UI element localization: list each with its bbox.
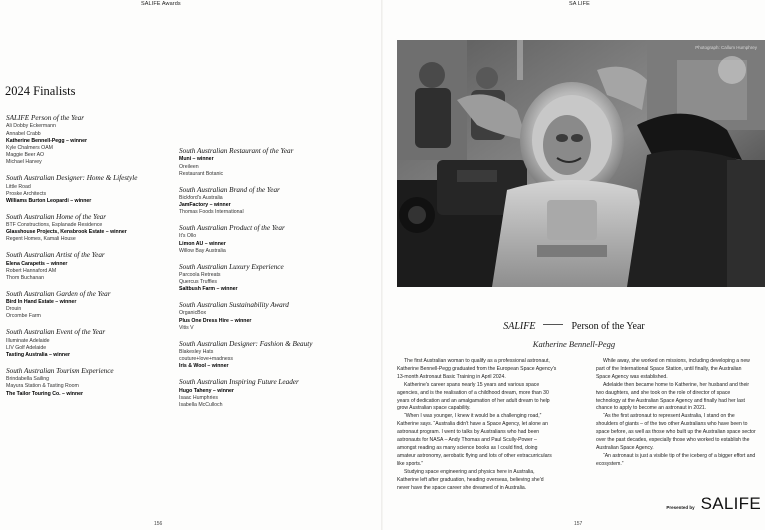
category-title: South Australian Tourism Experience xyxy=(6,366,114,375)
finalist-entry: LIV Golf Adelaide xyxy=(6,344,47,351)
finalist-entry: Willow Bay Australia xyxy=(179,247,226,254)
finalist-category xyxy=(179,186,349,217)
finalist-category xyxy=(179,301,349,332)
finalist-entry: Drouin xyxy=(6,306,22,313)
feature-title: Person of the Year xyxy=(571,321,645,332)
finalist-entry: Parcoola Retreats xyxy=(179,271,221,278)
finalist-entry: Mayura Station & Tasting Room xyxy=(6,383,79,390)
photo-credit: Photograph: Callum Humphrey xyxy=(695,45,757,50)
category-title: South Australian Product of the Year xyxy=(179,224,285,233)
finalist-entry: Isaac Humphries xyxy=(179,394,218,401)
winner-entry: Muni – winner xyxy=(179,156,214,163)
finalist-entry: Bickford's Australia xyxy=(179,194,223,201)
winner-entry: Limon AU – winner xyxy=(179,240,226,247)
feature-label: SALIFE xyxy=(503,321,536,332)
category-title: South Australian Home of the Year xyxy=(6,212,107,221)
finalists-column-a xyxy=(6,114,176,405)
presented-by xyxy=(666,494,761,514)
finalist-entry: Vitis V xyxy=(179,324,194,331)
finalist-category xyxy=(179,340,349,371)
finalist-entry: Kyle Chalmers OAM xyxy=(6,145,53,152)
article-paragraph: While away, she worked on missions, including developing a new part of the International Space Station, until finally, the Australian Space Agency was established. xyxy=(596,358,750,380)
winner-entry: JamFactory – winner xyxy=(179,202,231,209)
finalist-entry: Thomas Foods International xyxy=(179,209,244,216)
finalist-entry: Ali Dobby Eckermann xyxy=(6,123,56,130)
category-title: South Australian Designer: Fashion & Beauty xyxy=(179,339,313,348)
winner-entry: Katherine Bennell-Pegg – winner xyxy=(6,137,87,144)
article-paragraph: The first Australian woman to qualify as a professional astronaut, Katherine Bennell-Pegg graduated from the European Space Agency's 13-month Astronaut Basic Training in April 2024. xyxy=(397,358,557,380)
finalist-entry: Little Road xyxy=(6,183,31,190)
finalist-category xyxy=(179,378,349,409)
winner-entry: Williams Burton Leopardi – winner xyxy=(6,197,92,204)
finalist-entry: Quercus Truffles xyxy=(179,279,217,286)
finalist-category xyxy=(179,224,349,255)
article-paragraph: “When I was younger, I knew it would be a challenging road,” Katherine says. “Australia didn't have a Space Agency, let alone an astronaut program. I went to talks by Australians who had been astronauts for NASA – Andy Thomas and Paul Scully-Power – amongst reading as many science books as I could find, doing amateur astronomy, aerobatic flying and lots of other extracurriculars like sports.” xyxy=(397,413,552,467)
category-title: South Australian Artist of the Year xyxy=(6,251,105,260)
category-title: South Australian Restaurant of the Year xyxy=(179,147,294,155)
left-running-head: SALIFE Awards xyxy=(141,1,181,7)
presented-by-label: Presented by xyxy=(666,505,695,510)
category-title: South Australian Brand of the Year xyxy=(179,185,280,194)
finalist-category xyxy=(6,114,176,167)
winner-entry: Plus One Dress Hire – winner xyxy=(179,317,252,324)
astronaut-photo-illustration xyxy=(397,40,765,287)
salife-logo: SALIFE xyxy=(700,494,761,513)
feature-header xyxy=(383,316,765,349)
finalist-category xyxy=(6,367,176,398)
winner-entry: Bird In Hand Estate – winner xyxy=(6,299,77,306)
finalist-category xyxy=(179,263,349,294)
finalist-category xyxy=(6,213,176,244)
right-folio: 157 xyxy=(574,521,583,527)
left-folio: 156 xyxy=(154,521,163,527)
right-page xyxy=(383,0,765,530)
finalist-entry: Illuminate Adelaide xyxy=(6,337,50,344)
category-title: South Australian Luxury Experience xyxy=(179,262,284,271)
finalist-entry: Oreileen xyxy=(179,163,199,170)
finalist-entry: Robert Hannaford AM xyxy=(6,267,57,274)
article-paragraph: “As the first astronaut to represent Australia, I stand on the shoulders of giants – of the two other Australians who have been to space before, as well as those who built up the Australian space sector over the past decades, especially those who worked to establish the Australian Space Agency. xyxy=(596,413,756,451)
winner-entry: Tasting Australia – winner xyxy=(6,352,70,358)
winner-entry: Iris & Wool – winner xyxy=(179,363,229,370)
category-title: SALIFE Person of the Year xyxy=(6,114,84,122)
finalist-category xyxy=(6,251,176,282)
finalist-entry: OrganicBox xyxy=(179,310,207,317)
finalist-category xyxy=(6,328,176,359)
finalist-entry: Brindabella Sailing xyxy=(6,376,49,383)
category-title: South Australian Sustainability Award xyxy=(179,301,289,310)
feature-separator xyxy=(543,324,563,325)
category-title: South Australian Event of the Year xyxy=(6,328,106,337)
left-page xyxy=(0,0,382,530)
article-column-2 xyxy=(596,358,756,469)
finalists-column-b xyxy=(179,147,349,417)
winner-entry: Elena Carapetis – winner xyxy=(6,260,68,267)
finalist-entry: BTF Constructions, Esplanade Residence xyxy=(6,222,103,229)
right-running-head: SA LIFE xyxy=(569,1,590,7)
article-paragraph: “An astronaut is just a visible tip of the iceberg of a bigger effort and ecosystem.” xyxy=(596,452,756,467)
finalist-category xyxy=(179,147,349,178)
finalist-category xyxy=(6,174,176,205)
article-column-1 xyxy=(397,358,557,492)
winner-entry: Saltbush Farm – winner xyxy=(179,286,238,293)
category-title: South Australian Inspiring Future Leader xyxy=(179,378,299,387)
winner-entry: Hugo Taheny – winner xyxy=(179,387,234,394)
astronaut-photo xyxy=(397,40,765,287)
finalist-entry: Orcombe Farm xyxy=(6,313,41,320)
finalist-entry: Restaurant Botanic xyxy=(179,170,224,177)
finalist-category xyxy=(6,290,176,321)
finalist-entry: Blakesley Hats xyxy=(179,348,214,355)
article-paragraph: Adelaide then became home to Katherine, her husband and their two daughters, and she took on the role of director of space technology at the Australian Space Agency and finally had her last chance to apply to become an astronaut in 2021. xyxy=(596,381,750,412)
finalist-entry: couture+love+madness xyxy=(179,356,233,363)
category-title: South Australian Garden of the Year xyxy=(6,289,111,298)
finalist-entry: Thom Buchanan xyxy=(6,274,45,281)
finalist-entry: Maggie Beer AO xyxy=(6,152,45,159)
finalist-entry: Michael Harvey xyxy=(6,159,42,166)
category-title: South Australian Designer: Home & Lifestyle xyxy=(6,174,138,183)
finalists-title: 2024 Finalists xyxy=(5,84,76,98)
feature-subtitle: Katherine Bennell-Pegg xyxy=(532,339,616,349)
finalist-entry: Proske Architects xyxy=(6,190,47,197)
winner-entry: Glasshouse Projects, Kensbrook Estate – winner xyxy=(6,229,127,236)
finalist-entry: Annabel Crabb xyxy=(6,130,41,137)
finalist-entry: It's Ollo xyxy=(179,233,197,240)
winner-entry: The Tailor Touring Co. – winner xyxy=(6,390,84,397)
article-paragraph: Studying space engineering and physics here in Australia, Katherine left after graduation, heading overseas, believing she'd never have the space career she dreamed of in Australia. xyxy=(397,468,544,491)
finalist-entry: Isabella McCulloch xyxy=(179,401,223,408)
article-paragraph: Katherine's career spans nearly 15 years and various space agencies, and is the realisation of a childhood dream, more than 30 years of dedication and an amalgamation of her adult dream to help grow Australian space capability. xyxy=(397,381,550,412)
finalist-entry: Regent Homes, Kamali House xyxy=(6,236,76,243)
